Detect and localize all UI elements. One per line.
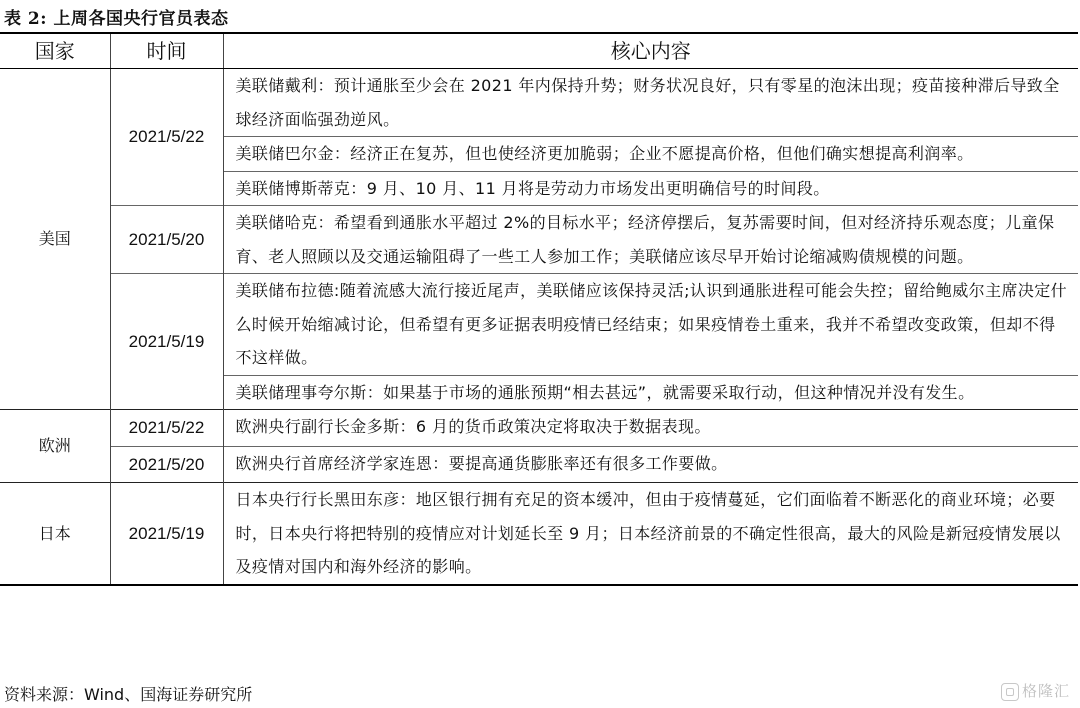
watermark [1001, 680, 1070, 701]
header-content: 核心内容 [223, 33, 1078, 69]
table-row [0, 274, 1078, 376]
date-cell: 2021/5/22 [110, 410, 223, 447]
content-cell: 美联储巴尔金：经济正在复苏，但也使经济更加脆弱；企业不愿提高价格，但他们确实想提高利润率。 [223, 137, 1078, 172]
table-header-row [0, 33, 1078, 69]
watermark-text: 格隆汇 [1021, 682, 1070, 700]
date-cell: 2021/5/20 [110, 446, 223, 483]
content-cell: 美联储哈克：希望看到通胀水平超过 2%的目标水平；经济停摆后，复苏需要时间，但对经济持乐观态度；儿童保育、老人照顾以及交通运输阻碍了一些工人参加工作；美联储应该尽早开始讨论缩减购债规模的问题。 [223, 206, 1078, 274]
table-row [0, 483, 1078, 585]
watermark-logo-icon [1001, 683, 1019, 701]
content-cell: 日本央行行长黑田东彦：地区银行拥有充足的资本缓冲，但由于疫情蔓延，它们面临着不断恶化的商业环境；必要时，日本央行将把特别的疫情应对计划延长至 9 月；日本经济前景的不确定性很高，最大的风险是新冠疫情发展以及疫情对国内和海外经济的影响。 [223, 483, 1078, 585]
content-cell: 美联储戴利：预计通胀至少会在 2021 年内保持升势；财务状况良好，只有零星的泡沫出现；疫苗接种滞后导致全球经济面临强劲逆风。 [235, 76, 1060, 129]
date-cell: 2021/5/19 [110, 483, 223, 585]
table-row [0, 206, 1078, 274]
content-cell: 美联储博斯蒂克：9 月、10 月、11 月将是劳动力市场发出更明确信号的时间段。 [223, 171, 1078, 206]
source-note: 资料来源：Wind、国海证券研究所 [4, 685, 253, 704]
content-cell: 美联储理事夸尔斯：如果基于市场的通胀预期“相去甚远”，就需要采取行动，但这种情况并没有发生。 [223, 375, 1078, 410]
date-cell: 2021/5/22 [110, 69, 223, 206]
central-bank-table [0, 32, 1078, 586]
table-row [0, 410, 1078, 447]
header-country: 国家 [0, 33, 110, 69]
content-cell: 美联储布拉德:随着流感大流行接近尾声，美联储应该保持灵活;认识到通胀进程可能会失控；留给鲍威尔主席决定什么时候开始缩减讨论，但希望有更多证据表明疫情已经结束；如果疫情卷土重来，我并不希望改变政策，但却不得不这样做。 [223, 274, 1078, 376]
content-cell: 欧洲央行首席经济学家连恩：要提高通货膨胀率还有很多工作要做。 [223, 446, 1078, 483]
header-date: 时间 [110, 33, 223, 69]
table-caption: 表 2: 上周各国央行官员表态 [4, 9, 229, 29]
content-cell: 欧洲央行副行长金多斯：6 月的货币政策决定将取决于数据表现。 [223, 410, 1078, 447]
table-row [0, 69, 1078, 137]
country-cell: 美国 [0, 69, 110, 410]
date-cell: 2021/5/19 [110, 274, 223, 410]
country-cell: 欧洲 [0, 410, 110, 483]
country-cell: 日本 [0, 483, 110, 585]
table-row [0, 446, 1078, 483]
date-cell: 2021/5/20 [110, 206, 223, 274]
